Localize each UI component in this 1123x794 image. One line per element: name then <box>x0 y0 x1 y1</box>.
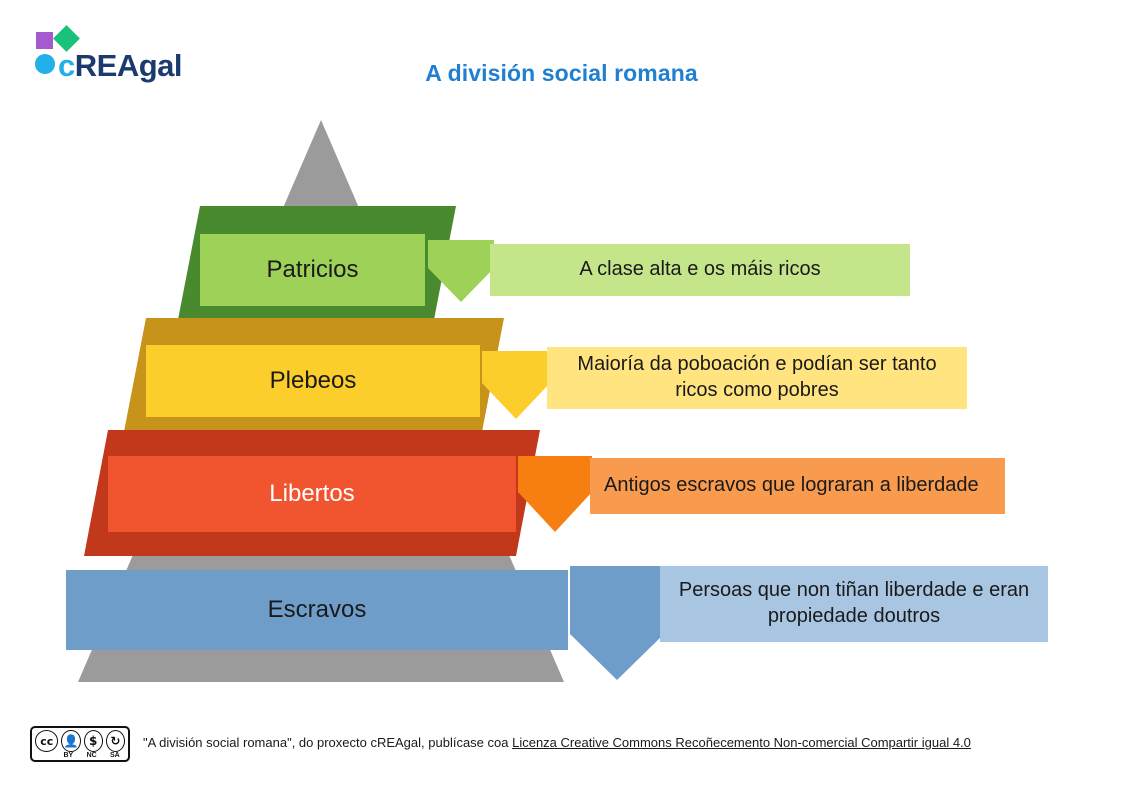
cc-by-icon: 👤 <box>61 730 80 752</box>
tier-escravos-label: Escravos <box>267 596 367 623</box>
tier-patricios[interactable] <box>200 234 425 306</box>
cc-nc-icon: $ <box>84 730 103 752</box>
tier-patricios-label: Patricios <box>266 256 359 283</box>
tier-escravos-description-text: Persoas que non tiñan liberdade e eran propiedade doutros <box>678 579 1030 627</box>
footer <box>0 726 1123 780</box>
tier-libertos-arrow-icon <box>518 456 592 532</box>
footer-attribution <box>143 735 971 750</box>
cc-by-label: BY <box>63 752 74 759</box>
cc-icon: cc <box>35 730 58 752</box>
tier-escravos[interactable] <box>66 570 568 650</box>
tier-libertos-description <box>590 458 1005 514</box>
logo-square-icon <box>36 32 53 49</box>
tier-patricios-description <box>490 244 910 296</box>
cc-sa-icon: ↻ <box>106 730 125 752</box>
creative-commons-badge-icon[interactable] <box>30 726 130 762</box>
tier-escravos-description <box>660 566 1048 642</box>
cc-badge-glyph-row <box>32 728 128 752</box>
tier-plebeos-description <box>547 347 967 409</box>
license-link[interactable]: Licenza Creative Commons Recoñecemento Non-comercial Compartir igual 4.0 <box>512 735 971 750</box>
tier-plebeos-arrow-icon <box>482 351 550 419</box>
tier-plebeos-description-text: Maioría da poboación e podían ser tanto ricos como pobres <box>577 353 937 401</box>
tier-plebeos[interactable] <box>146 345 480 417</box>
logo-wordmark-rest: REAgal <box>74 48 182 83</box>
cc-badge-text-row <box>32 752 128 759</box>
cc-sa-label: SA <box>110 752 120 759</box>
tier-libertos-description-text: Antigos escravos que lograran a liberdade <box>604 474 979 497</box>
cc-nc-label: NC <box>86 752 97 759</box>
page-title: A división social romana <box>425 60 698 86</box>
tier-plebeos-label: Plebeos <box>269 367 357 394</box>
tier-patricios-description-text: A clase alta e os máis ricos <box>579 258 821 281</box>
footer-attribution-text: "A división social romana", do proxecto cREAgal, publícase coa <box>143 735 513 750</box>
cc-badge-spacer <box>36 752 54 759</box>
logo-wordmark-prefix: c <box>58 48 75 83</box>
tier-libertos-label: Libertos <box>269 480 355 507</box>
tier-patricios-arrow-icon <box>428 240 494 302</box>
tier-escravos-arrow-icon <box>570 566 664 680</box>
tier-libertos[interactable] <box>108 456 516 532</box>
